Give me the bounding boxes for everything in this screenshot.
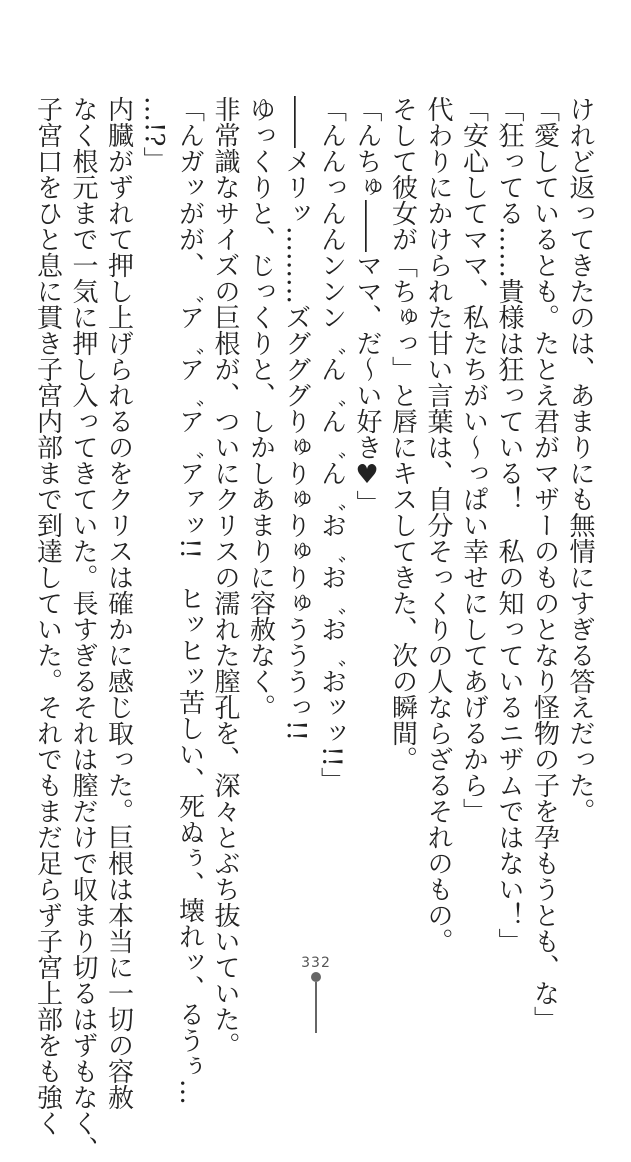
- text-line: 「んちゅ――ママ、だ～い好き♥」: [352, 96, 382, 516]
- text-line: ――メリッ………ズグググりゅりゅりゅりゅうううっ!!: [281, 96, 311, 741]
- text-line: 「狂ってる……貴様は狂っている！ 私の知っているニザムではない！」: [494, 96, 524, 954]
- text-line: 子宮口をひと息に貫き子宮内部まで到達していた。それでもまだ足らず子宮上部をも強く: [32, 96, 63, 1136]
- page-marker-dot: [311, 972, 321, 982]
- text-line: そして彼女が「ちゅっ」と唇にキスしてきた、次の瞬間。: [387, 96, 418, 772]
- text-line: 内臓がずれて押し上げられるのをクリスは確かに感じ取った。巨根は本当に一切の容赦: [103, 96, 134, 1110]
- text-line: 代わりにかけられた甘い言葉は、自分そっくりの人ならざるそれのもの。: [423, 96, 453, 954]
- text-line: …!?」: [139, 96, 169, 173]
- text-line: 非常識なサイズの巨根が、ついにクリスの濡れた膣孔を、深々とぶち抜いていた。: [210, 96, 240, 1058]
- text-line: 「んガッがが、゛ア゛ア゛ア゛アァッ!! ヒッヒッ苦しい、死ぬぅ、壊れッ、るうぅ…: [174, 96, 205, 1105]
- text-line: なく根元まで一気に押し入ってきていた。長すぎるそれは膣だけで収まり切るはずもなく、: [68, 96, 98, 1162]
- text-line: けれど返ってきたのは、あまりにも無情にすぎる答えだった。: [565, 96, 595, 824]
- text-line: 「愛しているとも。たとえ君がマザーのものとなり怪物の子を孕もうとも、な」: [529, 96, 560, 1032]
- text-line: 「んんっんんンンン゛ん゛ん゛ん゛お゛お゛お゛おッッ!!」: [316, 96, 347, 793]
- page-marker-icon: [309, 972, 323, 1033]
- page-marker-line: [315, 982, 317, 1033]
- page-number: 332: [301, 955, 331, 971]
- text-line: ゆっくりと、じっくりと、しかしあまりに容赦なく。: [245, 96, 276, 720]
- text-line: 「安心してママ、私たちがい～っぱい幸せにしてあげるから」: [458, 96, 489, 824]
